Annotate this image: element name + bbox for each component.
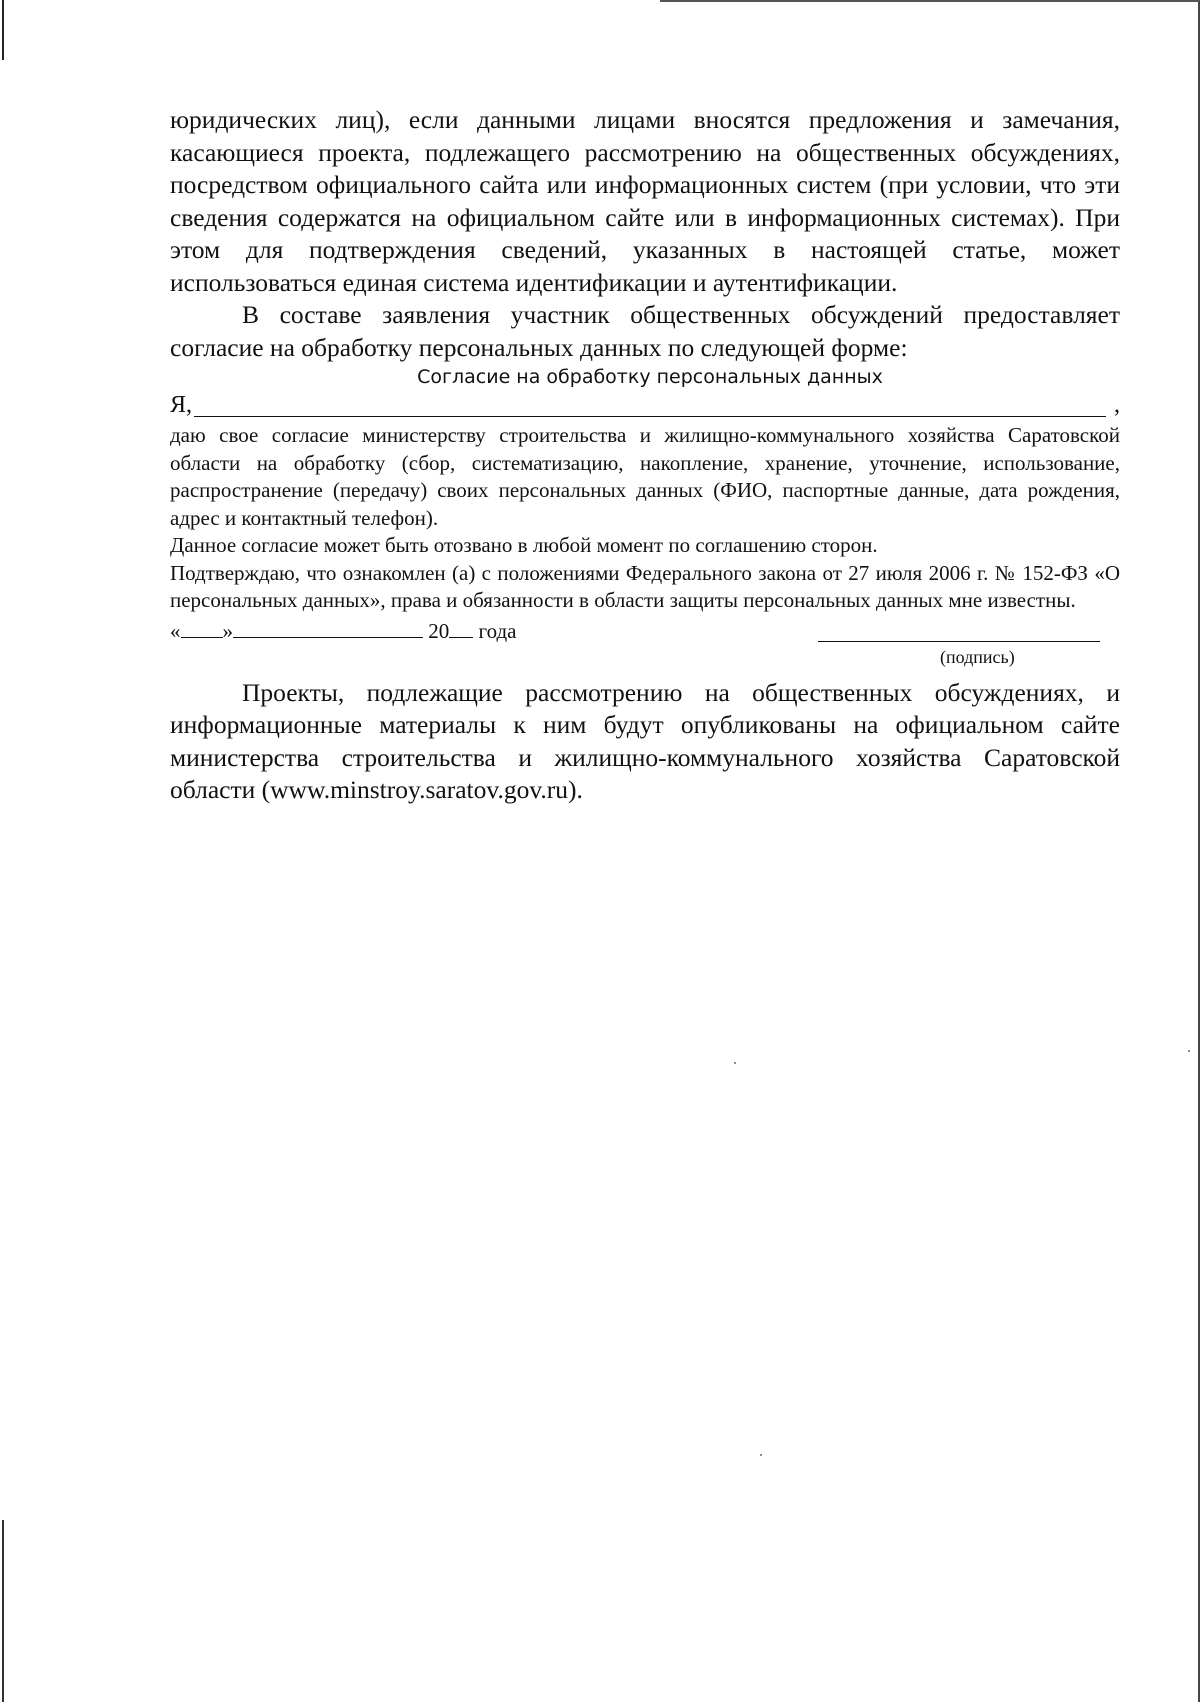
name-field-line bbox=[170, 390, 1120, 422]
consent-revocation: Данное согласие может быть отозвано в любой момент по соглашению сторон. bbox=[170, 533, 878, 557]
name-prefix: Я, bbox=[170, 392, 193, 418]
year-blank-line bbox=[449, 617, 473, 638]
paragraph-consent-intro: В составе заявления участник общественных обсуждений предоставляет согласие на обработку персональных данных по следующей форме: bbox=[170, 300, 1120, 362]
date-field bbox=[170, 617, 517, 644]
scan-edge-artifact bbox=[2, 1520, 4, 1702]
consent-body: даю свое согласие министерству строительства и жилищно-коммунального хозяйства Саратовской области на обработку (сбор, систематизацию, накопление, хранение, уточнение, использование, распространение (передачу) своих персональных данных (ФИО, паспортные данные, дата рождения, адрес и контактный телефон). bbox=[170, 423, 1120, 530]
name-blank-line bbox=[194, 416, 1106, 417]
name-suffix: , bbox=[1114, 392, 1120, 418]
month-blank-line bbox=[233, 617, 423, 638]
scan-speck bbox=[760, 1454, 762, 1456]
year-prefix: 20 bbox=[428, 618, 450, 643]
consent-form bbox=[170, 364, 1120, 671]
paragraph-continuation: юридических лиц), если данными лицами вносятся предложения и замечания, касающиеся проекта, подлежащего рассмотрению на общественных обсуждениях, посредством официального сайта или информационных систем (при условии, что эти сведения содержатся на официальном сайте или в информационных системах). При этом для подтверждения сведений, указанных в настоящей статье, может использоваться единая система идентификации и аутентификации. bbox=[170, 105, 1120, 297]
scan-edge-artifact bbox=[660, 0, 1200, 2]
date-open-quote: « bbox=[170, 618, 181, 643]
consent-confirmation: Подтверждаю, что ознакомлен (а) с положениями Федерального закона от 27 июля 2006 г. № 152-ФЗ «О персональных данных», права и обязанности в области защиты персональных данных мне известны. bbox=[170, 560, 1120, 612]
date-close-quote: » bbox=[222, 618, 233, 643]
scan-speck bbox=[1188, 1050, 1190, 1052]
document-body bbox=[170, 104, 1120, 807]
consent-title: Согласие на обработку персональных данных bbox=[417, 366, 883, 388]
date-signature-row bbox=[170, 617, 1120, 647]
scan-speck bbox=[734, 1062, 736, 1064]
signature-caption: (подпись) bbox=[940, 646, 1015, 667]
paragraph-publication: Проекты, подлежащие рассмотрению на общественных обсуждениях, и информационные материалы к ним будут опубликованы на официальном сайте министерства строительства и жилищно-коммунального хозяйства Саратовской области (www.minstroy.saratov.gov.ru). bbox=[170, 677, 1120, 804]
signature-caption-row bbox=[170, 647, 1120, 671]
scan-edge-artifact bbox=[2, 0, 4, 60]
year-suffix: года bbox=[478, 618, 517, 643]
day-blank-line bbox=[181, 617, 223, 638]
signature-blank-line bbox=[818, 641, 1100, 642]
